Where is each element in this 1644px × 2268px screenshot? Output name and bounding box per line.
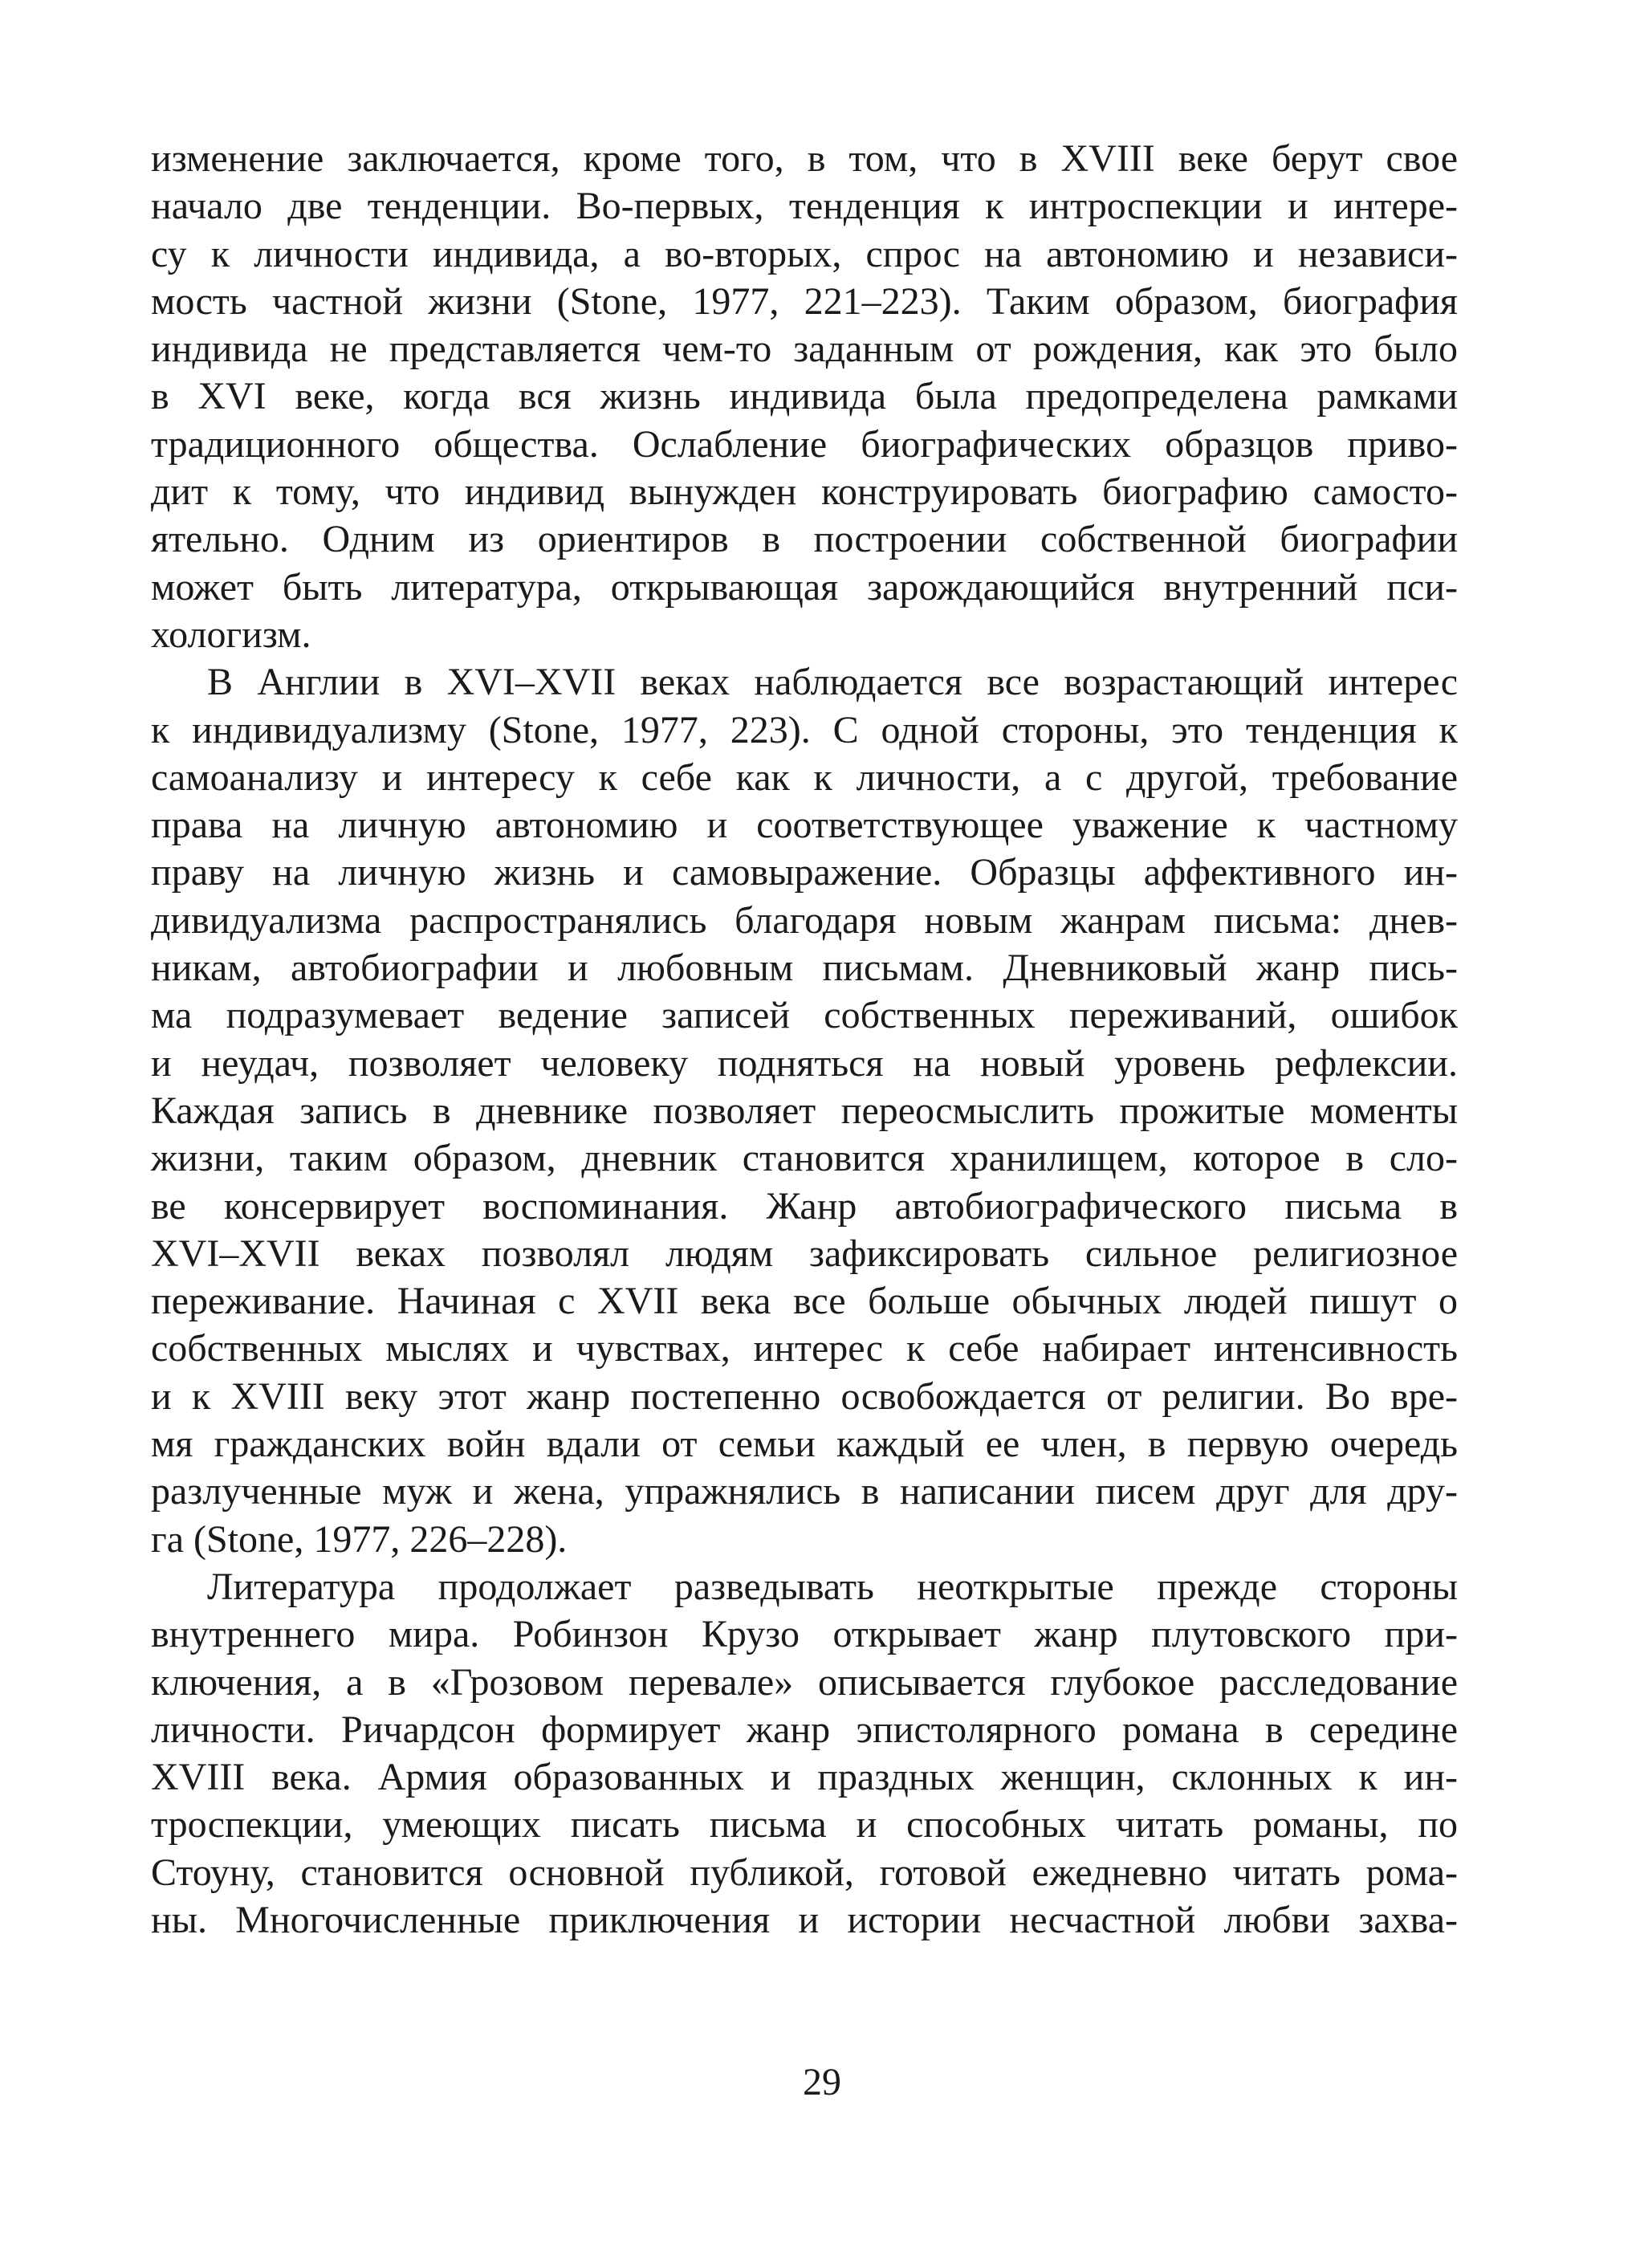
- text-line: XVI–XVII веках позволял людям зафиксировать сильное религиозное: [151, 1232, 1458, 1275]
- text-line: XVIII века. Армия образованных и праздных женщин, склонных к ин-: [151, 1756, 1458, 1799]
- text-line: мя гражданских войн вдали от семьи каждый ее член, в первую очередь: [151, 1423, 1458, 1466]
- paragraph: [151, 658, 1458, 1563]
- text-line: дит к тому, что индивид вынужден конструировать биографию самосто-: [151, 470, 1458, 514]
- text-line: в XVI веке, когда вся жизнь индивида была предопределена рамками: [151, 375, 1458, 418]
- text-line: собственных мыслях и чувствах, интерес к себе набирает интенсивность: [151, 1327, 1458, 1370]
- text-line: Каждая запись в дневнике позволяет переосмыслить прожитые моменты: [151, 1089, 1458, 1132]
- page-number: 29: [803, 2061, 841, 2103]
- text-line: переживание. Начиная с XVII века все больше обычных людей пишут о: [151, 1280, 1458, 1323]
- text-line: к индивидуализму (Stone, 1977, 223). С одной стороны, это тенденция к: [151, 708, 1458, 751]
- text-line: индивида не представляется чем-то заданным от рождения, как это было: [151, 328, 1458, 371]
- text-line: В Англии в XVI–XVII веках наблюдается все возрастающий интерес: [207, 661, 1458, 704]
- text-line: дивидуализма распространялись благодаря новым жанрам письма: днев-: [151, 898, 1458, 942]
- text-line: разлученные муж и жена, упражнялись в написании писем друг для дру-: [151, 1470, 1458, 1513]
- paragraph: [151, 135, 1458, 658]
- text-line: ны. Многочисленные приключения и истории несчастной любви захва-: [151, 1898, 1458, 1941]
- text-line: Стоуну, становится основной публикой, готовой ежедневно читать рома-: [151, 1851, 1458, 1894]
- text-line: начало две тенденции. Во-первых, тенденция к интроспекции и интере-: [151, 185, 1458, 228]
- text-line: личности. Ричардсон формирует жанр эпистолярного романа в середине: [151, 1708, 1458, 1751]
- text-line: традиционного общества. Ослабление биографических образцов приво-: [151, 422, 1458, 466]
- text-line: изменение заключается, кроме того, в том, что в XVIII веке берут свое: [151, 137, 1458, 180]
- text-line: Литература продолжает разведывать неоткрытые прежде стороны: [207, 1565, 1458, 1608]
- text-line: жизни, таким образом, дневник становится хранилищем, которое в сло-: [151, 1137, 1458, 1180]
- text-line: ключения, а в «Грозовом перевале» описывается глубокое расследование: [151, 1660, 1458, 1704]
- text-line: самоанализу и интересу к себе как к личности, а с другой, требование: [151, 755, 1458, 799]
- text-line: права на личную автономию и соответствующее уважение к частному: [151, 804, 1458, 847]
- text-line: и неудач, позволяет человеку подняться на новый уровень рефлексии.: [151, 1041, 1458, 1085]
- text-line: и к XVIII веку этот жанр постепенно освобождается от религии. Во вре-: [151, 1374, 1458, 1418]
- text-line: су к личности индивида, а во-вторых, спрос на автономию и независи-: [151, 232, 1458, 275]
- text-line: мость частной жизни (Stone, 1977, 221–223). Таким образом, биография: [151, 279, 1458, 323]
- text-line: может быть литература, открывающая зарождающийся внутренний пси-: [151, 565, 1458, 609]
- text-line: ве консервирует воспоминания. Жанр автобиографического письма в: [151, 1184, 1458, 1228]
- paragraph: [151, 1563, 1458, 1944]
- text-line: внутреннего мира. Робинзон Крузо открывает жанр плутовского при-: [151, 1613, 1458, 1656]
- text-line: ма подразумевает ведение записей собственных переживаний, ошибок: [151, 994, 1458, 1037]
- text-line: никам, автобиографии и любовным письмам. Дневниковый жанр пись-: [151, 947, 1458, 990]
- text-line: ятельно. Одним из ориентиров в построении собственной биографии: [151, 518, 1458, 561]
- text-line: га (Stone, 1977, 226–228).: [151, 1517, 568, 1561]
- text-line: праву на личную жизнь и самовыражение. Образцы аффективного ин-: [151, 851, 1458, 894]
- body-text: [151, 135, 1458, 1944]
- text-line: хологизм.: [151, 613, 311, 656]
- text-line: троспекции, умеющих писать письма и способных читать романы, по: [151, 1803, 1458, 1847]
